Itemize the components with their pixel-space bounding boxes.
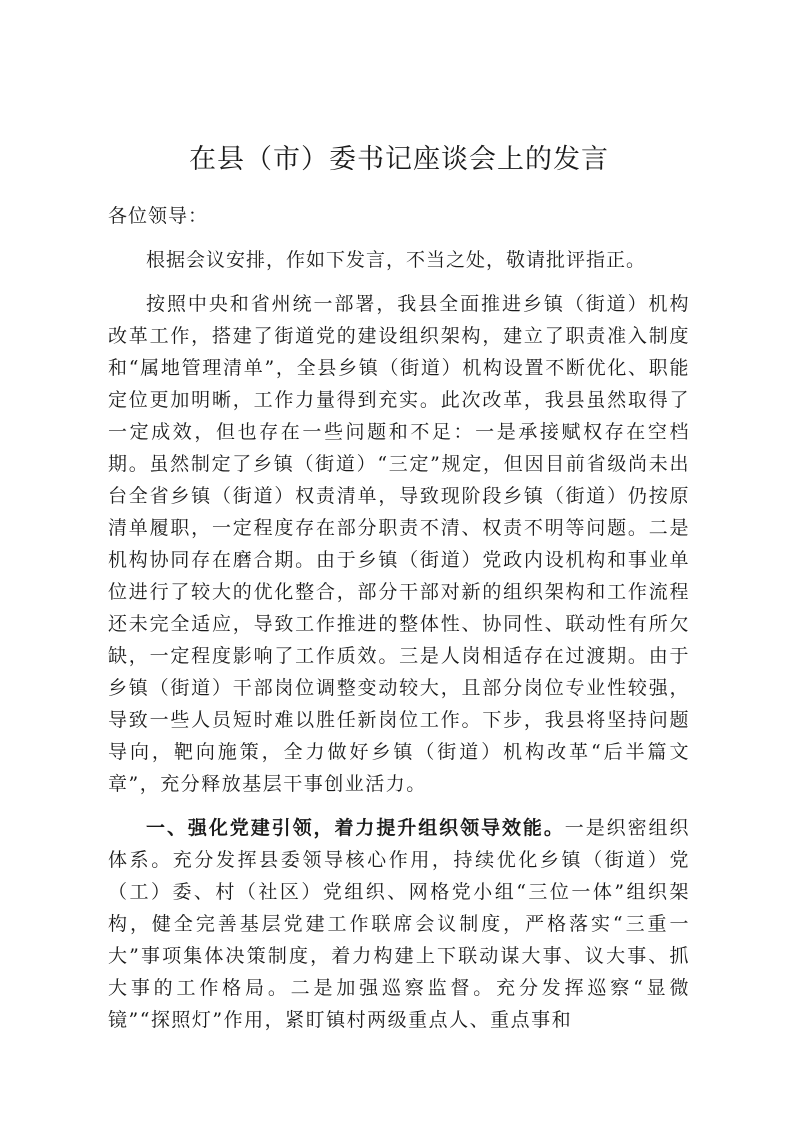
intro-paragraph: 根据会议安排，作如下发言，不当之处，敬请批评指正。 bbox=[146, 249, 647, 271]
body-paragraph-1: 按照中央和省州统一部署，我县全面推进乡镇（街道）机构改革工作，搭建了街道党的建设组织架构，建立了职责准入制度和“属地管理清单”，全县乡镇（街道）机构设置不断优化、职能定位更加明晰，工作力量得到充实。此次改革，我县虽然取得了一定成效，但也存在一些问题和不足：一是承接赋权存在空档期。虽然制定了乡镇（街道）“三定”规定，但因目前省级尚未出台全省乡镇（街道）权责清单，导致现阶段乡镇（街道）仍按原清单履职，一定程度存在部分职责不清、权责不明等问题。二是机构协同存在磨合期。由于乡镇（街道）党政内设机构和事业单位进行了较大的优化整合，部分干部对新的组织架构和工作流程还未完全适应，导致工作推进的整体性、协同性、联动性有所欠缺，一定程度影响了工作质效。三是人岗相适存在过渡期。由于乡镇（街道）干部岗位调整变动较大，且部分岗位专业性较强，导致一些人员短时难以胜任新岗位工作。下步，我县将坚持问题导向，靶向施策，全力做好乡镇（街道）机构改革“后半篇文章”，充分释放基层干事创业活力。 bbox=[108, 293, 690, 795]
document-title: 在县（市）委书记座谈会上的发言 bbox=[189, 144, 609, 175]
section-1-paragraph bbox=[108, 812, 690, 1036]
section-1-heading: 一、强化党建引领，着力提升组织领导效能。 bbox=[146, 817, 565, 839]
salutation: 各位领导： bbox=[108, 205, 209, 227]
document-page bbox=[108, 140, 690, 1048]
section-1-body: 一是织密组织体系。充分发挥县委领导核心作用，持续优化乡镇（街道）党（工）委、村（社区）党组织、网格党小组“三位一体”组织架构，健全完善基层党建工作联席会议制度，严格落实“三重一大”事项集体决策制度，着力构建上下联动谋大事、议大事、抓大事的工作格局。二是加强巡察监督。充分发挥巡察“显微镜”“探照灯”作用，紧盯镇村两级重点人、重点事和 bbox=[108, 817, 690, 1031]
